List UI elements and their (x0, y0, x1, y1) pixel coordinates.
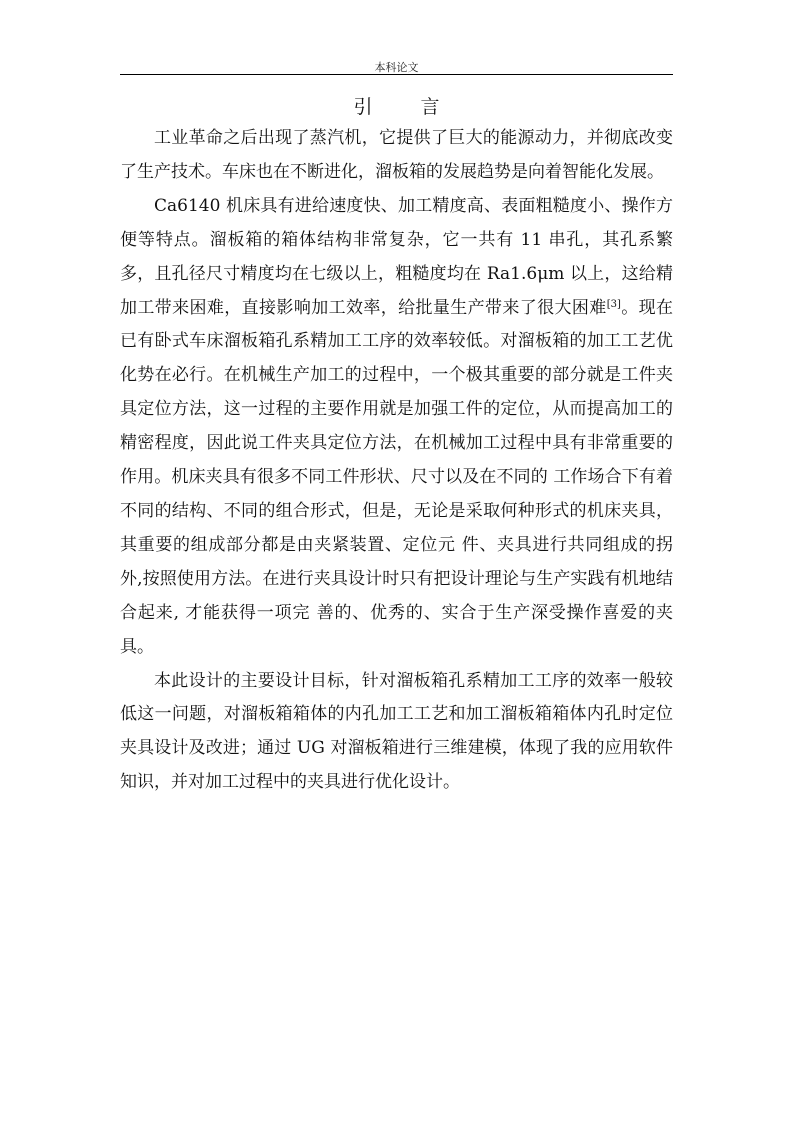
paragraph-2 (120, 190, 673, 665)
header-title: 本科论文 (374, 61, 419, 74)
section-title (120, 94, 673, 120)
paragraph-1: 工业革命之后出现了蒸汽机，它提供了巨大的能源动力，并彻底改变了生产技术。车床也在不断进化，溜板箱的发展趋势是向着智能化发展。 (120, 128, 673, 182)
citation-ref: [3] (606, 298, 621, 310)
title-char-2: 言 (420, 96, 440, 118)
body-text (120, 122, 673, 800)
title-char-1: 引 (353, 96, 373, 118)
page-header (120, 56, 673, 75)
paragraph-2-part-1: Ca6140 机床具有进给速度快、加工精度高、表面粗糙度小、操作方便等特点。溜板箱的箱体结构非常复杂，它一共有 11 串孔，其孔系繁多，且孔径尺寸精度均在七级以上，粗糙度均在 Ra1.6μm 以上，这给精加工带来困难，直接影响加工效率，给批量生产带来了很大困难 (120, 195, 673, 318)
paragraph-3: 本此设计的主要设计目标，针对溜板箱孔系精加工工序的效率一般较低这一问题，对溜板箱箱体的内孔加工工艺和加工溜板箱箱体内孔时定位夹具设计及改进；通过 UG 对溜板箱进行三维建模，体现了我的应用软件知识，并对加工过程中的夹具进行优化设计。 (120, 670, 673, 793)
paragraph-2-part-2: 。现在已有卧式车床溜板箱孔系精加工工序的效率较低。对溜板箱的加工工艺优化势在必行。在机械生产加工的过程中，一个极其重要的部分就是工件夹具定位方法，这一过程的主要作用就是加强工件的定位，从而提高加工的精密程度，因此说工件夹具定位方法，在机械加工过程中具有非常重要的作用。机床夹具有很多不同工件形状、尺寸以及在不同的 工作场合下有着不同的结构、不同的组合形式，但是，无论是采取何种形式的机床夹具，其重要的组成部分都是由夹紧装置、定位元 件、夹具进行共同组成的拐外,按照使用方法。在进行夹具设计时只有把设计理论与生产实践有机地结合起来, 才能获得一项完 善的、优秀的、实合于生产深受操作喜爱的夹具。 (120, 297, 674, 657)
